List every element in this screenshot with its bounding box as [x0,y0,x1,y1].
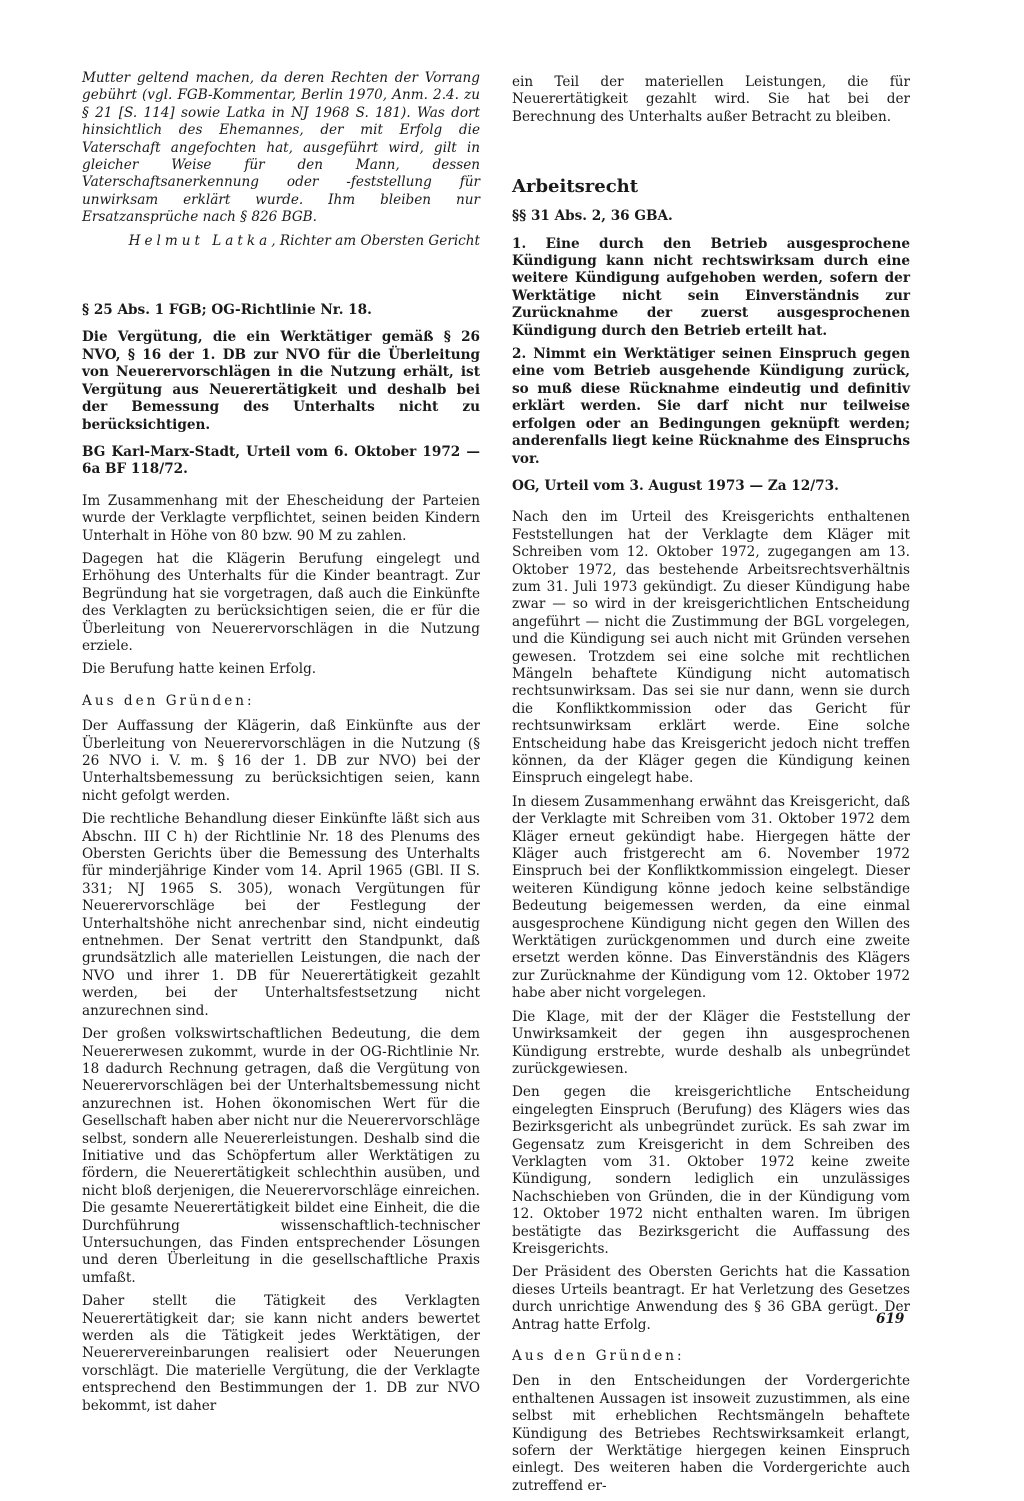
court-citation: BG Karl-Marx-Stadt, Urteil vom 6. Oktober 1972 — 6a BF 118/72. [82,443,480,478]
norm-reference: § 25 Abs. 1 FGB; OG-Richtlinie Nr. 18. [82,302,372,319]
body-paragraph: Daher stellt die Tätigkeit des Verklagten Neuerertätigkeit dar; sie kann nicht anders bewertet werden als die Tätigkeit jedes Werktätigen, der Neuerervereinbarungen realisiert oder Neuerungen vorschlägt. Die materielle Vergütung, die der Verklagte entsprechend den Bestimmungen der 1. DB zur NVO bekommt, ist daher [82,1293,480,1414]
body-paragraph: Der Auffassung der Klägerin, daß Einkünfte aus der Überleitung von Neuerervorschlägen in die Nutzung (§ 26 NVO i. V. m. § 16 der 1. DB zur NVO) bei der Unterhaltsbemessung zu berücksichtigen seien, kann nicht gefolgt werden. [82,718,480,804]
left-column [82,70,480,1421]
reasons-heading: Aus den Gründen: [82,692,255,709]
court-citation: OG, Urteil vom 3. August 1973 — Za 12/73. [512,477,839,494]
body-paragraph: In diesem Zusammenhang erwähnt das Kreisgericht, daß der Verklagte mit Schreiben vom 31. Oktober 1972 dem Kläger erneut gekündigt habe. Hiergegen hätte der Kläger auch fristgerecht am 6. November 1972 Einspruch bei der Konfliktkommission eingelegt. Dieser weiteren Kündigung könne jedoch keine selbständige Bedeutung beigemessen werden, da eine einmal ausgesprochene Kündigung nicht gegen den Willen des Werktätigen zurückgenommen und durch eine zweite ersetzt werden könne. Das Einverständnis des Klägers zur Zurücknahme der Kündigung vom 12. Oktober 1972 habe aber nicht vorgelegen. [512,793,910,1002]
headnote: Die Vergütung, die ein Werktätiger gemäß § 26 NVO, § 16 der 1. DB zur NVO für die Überleitung von Neuerervorschlägen in die Nutzung erhält, ist Vergütung aus Neuerertätigkeit und deshalb bei der Bemessung des Unterhalts nicht zu berücksichtigen. [82,329,480,433]
headnote-1: 1. Eine durch den Betrieb ausgesprochene Kündigung kann nicht rechtswirksam durch eine weitere Kündigung aufgehoben werden, sofern der Werktätige nicht sein Einverständnis zur Zurücknahme der zuerst ausgesprochenen Kündigung durch den Betrieb erteilt hat. [512,235,910,339]
reasons-heading: Aus den Gründen: [512,1348,685,1364]
body-paragraph: Den gegen die kreisgerichtliche Entscheidung eingelegten Einspruch (Berufung) des Klägers wies das Bezirksgericht als unbegründet zurück. Es sah zwar im Gegensatz zum Kreisgericht in dem Schreiben des Verklagten vom 31. Oktober 1972 keine zweite Kündigung, sondern lediglich ein unzulässiges Nachschieben von Gründen, die in der Kündigung vom 12. Oktober 1972 nicht enthalten waren. Im übrigen bestätigte das Bezirksgericht die Auffassung des Kreisgerichts. [512,1084,910,1257]
continuation-paragraph: ein Teil der materiellen Leistungen, die für Neuerertätigkeit gezahlt wird. Sie hat bei der Berechnung des Unterhalts außer Betracht zu bleiben. [512,74,910,125]
body-paragraph: Dagegen hat die Klägerin Berufung eingelegt und Erhöhung des Unterhalts für die Kinder beantragt. Zur Begründung hat sie vorgetragen, daß auch die Einkünfte des Verklagten zu berücksichtigen seien, die er für die Überleitung von Neuerervorschlägen in die Nutzung erziele. [82,550,480,654]
body-paragraph: Nach den im Urteil des Kreisgerichts enthaltenen Feststellungen hat der Verklagte dem Kläger mit Schreiben vom 12. Oktober 1972, zugegangen am 13. Oktober 1972, das bestehende Arbeitsrechtsverhältnis zum 31. Juli 1973 gekündigt. Zu dieser Kündigung habe zwar — so wird in der kreisgerichtlichen Entscheidung angeführt — nicht die Zustimmung der BGL vorgelegen, und die Kündigung sei auch nicht mit Gründen versehen gewesen. Trotzdem sei eine solche mit rechtlichen Mängeln behaftete Kündigung nicht automatisch rechtsunwirksam. Das sei sie nur dann, wenn sie durch die Konfliktkommission oder das Gericht für rechtsunwirksam erklärt werde. Eine solche Entscheidung habe das Kreisgericht jedoch nicht treffen können, da der Kläger gegen die Kündigung keinen Einspruch eingelegt habe. [512,509,910,787]
body-paragraph: Die rechtliche Behandlung dieser Einkünfte läßt sich aus Abschn. III C h) der Richtlinie Nr. 18 des Plenums des Obersten Gerichts über die Bemessung des Unterhalts für minderjährige Kinder vom 14. April 1965 (GBl. II S. 331; NJ 1965 S. 305), wonach Vergütungen für Neuerervorschläge bei der Festlegung der Unterhaltshöhe nicht anrechenbar sind, nicht eindeutig entnehmen. Der Senat vertritt den Standpunkt, daß grundsätzlich alle materiellen Leistungen, die nach der NVO und ihrer 1. DB für Neuerertätigkeit gezahlt werden, bei der Unterhaltsfestsetzung nicht anzurechnen sind. [82,811,480,1019]
author-signature [82,233,480,250]
right-column [512,74,910,1501]
body-paragraph: Den in den Entscheidungen der Vordergerichte enthaltenen Aussagen ist insoweit zuzustimmen, als eine selbst mit erheblichen Rechtsmängeln behaftete Kündigung des Betriebes Rechtswirksamkeit erlangt, sofern der Werktätige hiergegen keinen Einspruch einlegt. Des weiteren haben die Vordergerichte auch zutreffend er- [512,1373,910,1494]
intro-paragraph: Mutter geltend machen, da deren Rechten der Vorrang gebührt (vgl. FGB-Kommentar, Berlin 1970, Anm. 2.4. zu § 21 [S. 114] sowie Latka in NJ 1968 S. 181). Was dort hinsichtlich des Ehemannes, der mit Erfolg die Vaterschaft angefochten hat, ausgeführt wird, gilt in gleicher Weise für den Mann, dessen Vaterschaftsanerkennung oder -feststellung für unwirksam erklärt wurde. Ihm bleiben nur Ersatzansprüche nach § 826 BGB. [82,70,480,226]
body-paragraph: Die Berufung hatte keinen Erfolg. [82,661,317,678]
section-title: Arbeitsrecht [512,176,639,198]
author-name: Helmut Latka [128,232,272,249]
body-paragraph: Im Zusammenhang mit der Ehescheidung der Parteien wurde der Verklagte verpflichtet, seinen beiden Kindern Unterhalt in Höhe von 80 bzw. 90 M zu zahlen. [82,492,480,544]
body-paragraph: Die Klage, mit der der Kläger die Feststellung der Unwirksamkeit der gegen ihn ausgesprochenen Kündigung erstrebte, wurde deshalb als unbegründet zurückgewiesen. [512,1008,910,1077]
body-paragraph: Der Präsident des Obersten Gerichts hat die Kassation dieses Urteils beantragt. Er hat Verletzung des Gesetzes durch unrichtige Anwendung des § 36 GBA gerügt. Der Antrag hatte Erfolg. [512,1264,910,1333]
headnote-2: 2. Nimmt ein Werktätiger seinen Einspruch gegen eine vom Betrieb ausgehende Kündigung zurück, so muß diese Rücknahme eindeutig und definitiv erklärt werden. Sie darf nicht nur teilweise erfolgen oder an Bedingungen geknüpft werden; anderenfalls liegt keine Rücknahme des Einspruchs vor. [512,346,910,467]
body-paragraph: Der großen volkswirtschaftlichen Bedeutung, die dem Neuererwesen zukommt, wurde in der OG-Richtlinie Nr. 18 dadurch Rechnung getragen, daß die Vergütung von Neuerervorschlägen bei der Unterhaltsbemessung nicht anzurechnen ist. Hohen ökonomischen Wert für die Gesellschaft haben aber nicht nur die Neuerervorschläge selbst, sondern alle Neuererleistungen. Deshalb sind die Initiative und das Schöpfertum aller Werktätigen zu fördern, die Neuerertätigkeit schlechthin ausüben, und nicht bloß derjenigen, die Neuerervorschläge einreichen. Die gesamte Neuerertätigkeit bildet eine Einheit, die die Durchführung wissenschaftlich-technischer Untersuchungen, das Finden entsprechender Lösungen und deren Überleitung in die gesellschaftliche Praxis umfaßt. [82,1026,480,1286]
page-number: 619 [876,1311,905,1327]
author-role: , Richter am Obersten Gericht [271,232,480,249]
norm-reference: §§ 31 Abs. 2, 36 GBA. [512,208,673,225]
